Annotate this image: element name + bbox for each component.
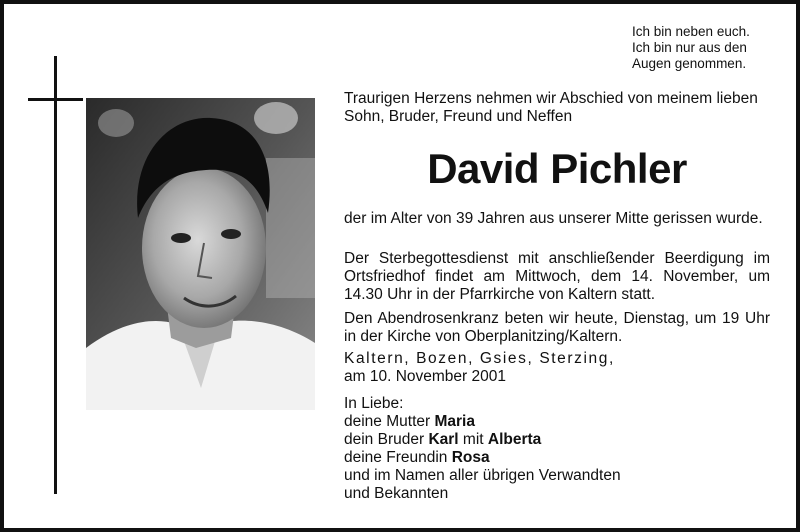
mourner-relatives: und im Namen aller übrigen Verwandten	[344, 467, 621, 484]
age-paragraph: der im Alter von 39 Jahren aus unserer Mitte gerissen wurde.	[344, 210, 763, 227]
mourner-mother	[344, 413, 770, 431]
intro-text: Traurigen Herzens nehmen wir Abschied von meinem lieben Sohn, Bruder, Freund und Neffen	[344, 90, 758, 125]
deceased-name: David Pichler	[427, 145, 687, 192]
cross-icon-vertical	[54, 56, 57, 494]
mourner-brother-partner: Alberta	[487, 431, 542, 448]
places-line: Kaltern, Bozen, Gsies, Sterzing,	[344, 350, 615, 367]
mourner-brother-mid: mit	[458, 431, 488, 448]
funeral-paragraph: Der Sterbegottesdienst mit anschließender Beerdigung im Ortsfriedhof findet am Mittwoch, dem 14. November, um 14.30 Uhr in der Pfarrkirche von Kaltern statt.	[344, 250, 770, 303]
mourner-mother-prefix: deine Mutter	[344, 413, 435, 430]
mourner-brother-prefix: dein Bruder	[344, 431, 429, 448]
mourners-heading: In Liebe:	[344, 395, 404, 412]
rosary-paragraph: Den Abendrosenkranz beten wir heute, Dienstag, um 19 Uhr in der Kirche von Oberplanitzing/Kaltern.	[344, 310, 770, 345]
portrait-photo	[86, 98, 315, 410]
mourner-brother-name: Karl	[428, 431, 459, 448]
mourner-brother	[344, 431, 770, 449]
mourner-acquaintances: und Bekannten	[344, 485, 449, 502]
mourner-friend-prefix: deine Freundin	[344, 449, 452, 466]
mourner-friend	[344, 449, 770, 467]
memorial-quote: Ich bin neben euch. Ich bin nur aus den Augen genommen.	[632, 24, 750, 71]
mourner-friend-name: Rosa	[451, 449, 490, 466]
mourners-list	[344, 395, 770, 503]
date-line: am 10. November 2001	[344, 368, 506, 385]
portrait-image	[86, 98, 315, 410]
cross-icon-horizontal	[28, 98, 83, 101]
mourner-mother-name: Maria	[434, 413, 475, 430]
